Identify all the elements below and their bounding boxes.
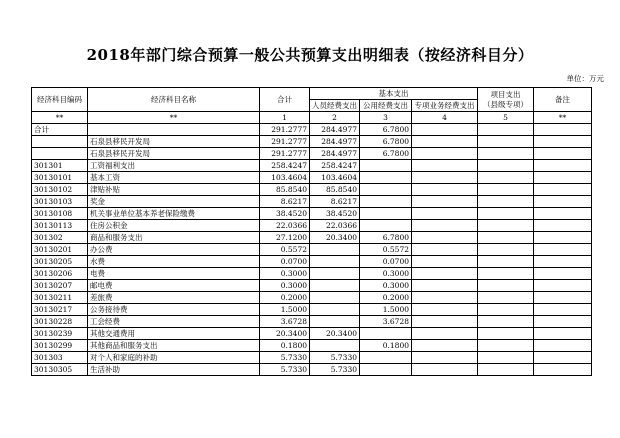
- cell-name: 其他商品和服务支出: [88, 340, 260, 352]
- cell-public: [360, 328, 412, 340]
- table-row: [32, 184, 592, 196]
- cell-name: 商品和服务支出: [88, 232, 260, 244]
- cell-total: 20.3400: [260, 328, 310, 340]
- cell-total: 27.1200: [260, 232, 310, 244]
- cell-total: 8.6217: [260, 196, 310, 208]
- cell-code: [32, 136, 88, 148]
- table-row: [32, 148, 592, 160]
- cell-code: 30130239: [32, 328, 88, 340]
- header-project: [478, 88, 534, 112]
- cell-remark: [534, 136, 592, 148]
- cell-personnel: 258.4247: [310, 160, 360, 172]
- cell-total: 85.8540: [260, 184, 310, 196]
- cell-remark: [534, 340, 592, 352]
- cell-remark: [534, 292, 592, 304]
- cell-remark: [534, 172, 592, 184]
- cell-name: 对个人和家庭的补助: [88, 352, 260, 364]
- table-row: [32, 244, 592, 256]
- header-project-line2: （县级专项）: [483, 99, 529, 109]
- cell-public: 6.7800: [360, 148, 412, 160]
- cell-remark: [534, 268, 592, 280]
- table-row: [32, 364, 592, 376]
- table-row: [32, 160, 592, 172]
- cell-project: [478, 364, 534, 376]
- cell-code: 301302: [32, 232, 88, 244]
- cell-name: 水费: [88, 256, 260, 268]
- cell-name: 生活补助: [88, 364, 260, 376]
- cell-special: [412, 136, 478, 148]
- cell-total: 3.6728: [260, 316, 310, 328]
- cell-code: 30130206: [32, 268, 88, 280]
- cell-special: [412, 256, 478, 268]
- cell-personnel: [310, 340, 360, 352]
- cell-total: 258.4247: [260, 160, 310, 172]
- cell-personnel: 5.7330: [310, 364, 360, 376]
- cell-code: 30130299: [32, 340, 88, 352]
- table-body: [32, 124, 592, 376]
- cell-public: 0.5572: [360, 244, 412, 256]
- cell-public: [360, 172, 412, 184]
- table-row: [32, 208, 592, 220]
- cell-name: 机关事业单位基本养老保险缴费: [88, 208, 260, 220]
- cell-public: 6.7800: [360, 232, 412, 244]
- cell-code: 301301: [32, 160, 88, 172]
- cell-project: [478, 232, 534, 244]
- cell-code: 30130113: [32, 220, 88, 232]
- table-row: [32, 172, 592, 184]
- cell-personnel: 103.4604: [310, 172, 360, 184]
- cell-personnel: 38.4520: [310, 208, 360, 220]
- index-cell: 4: [412, 112, 478, 124]
- cell-personnel: 20.3400: [310, 328, 360, 340]
- cell-public: 0.3000: [360, 268, 412, 280]
- index-cell: 5: [478, 112, 534, 124]
- header-total: 合计: [260, 88, 310, 112]
- cell-remark: [534, 364, 592, 376]
- cell-personnel: [310, 292, 360, 304]
- cell-public: 1.5000: [360, 304, 412, 316]
- cell-special: [412, 340, 478, 352]
- cell-remark: [534, 208, 592, 220]
- cell-personnel: 22.0366: [310, 220, 360, 232]
- cell-special: [412, 148, 478, 160]
- cell-name: 差旅费: [88, 292, 260, 304]
- cell-special: [412, 280, 478, 292]
- cell-project: [478, 280, 534, 292]
- cell-name: 办公费: [88, 244, 260, 256]
- index-cell: **: [88, 112, 260, 124]
- cell-remark: [534, 220, 592, 232]
- table-row: [32, 220, 592, 232]
- index-cell: **: [534, 112, 592, 124]
- cell-project: [478, 352, 534, 364]
- cell-personnel: 284.4977: [310, 148, 360, 160]
- cell-total: 0.3000: [260, 280, 310, 292]
- table-row: [32, 292, 592, 304]
- table-row: [32, 196, 592, 208]
- cell-project: [478, 124, 534, 136]
- cell-total: 103.4604: [260, 172, 310, 184]
- cell-name: 基本工资: [88, 172, 260, 184]
- cell-project: [478, 292, 534, 304]
- table-row: [32, 352, 592, 364]
- cell-code: 30130211: [32, 292, 88, 304]
- cell-special: [412, 160, 478, 172]
- cell-public: [360, 208, 412, 220]
- cell-project: [478, 268, 534, 280]
- cell-public: 6.7800: [360, 124, 412, 136]
- cell-total: 22.0366: [260, 220, 310, 232]
- cell-personnel: 8.6217: [310, 196, 360, 208]
- cell-code: 30130102: [32, 184, 88, 196]
- cell-code: 30130207: [32, 280, 88, 292]
- cell-personnel: 85.8540: [310, 184, 360, 196]
- cell-special: [412, 244, 478, 256]
- cell-total: 291.2777: [260, 124, 310, 136]
- cell-remark: [534, 352, 592, 364]
- header-code: 经济科目编码: [32, 88, 88, 112]
- cell-project: [478, 220, 534, 232]
- cell-personnel: [310, 280, 360, 292]
- cell-code: 30130228: [32, 316, 88, 328]
- cell-project: [478, 184, 534, 196]
- cell-project: [478, 244, 534, 256]
- cell-personnel: [310, 244, 360, 256]
- cell-total: 0.3000: [260, 268, 310, 280]
- cell-public: 0.3000: [360, 280, 412, 292]
- cell-total: 5.7330: [260, 352, 310, 364]
- header-public: 公用经费支出: [360, 100, 412, 112]
- cell-special: [412, 196, 478, 208]
- cell-special: [412, 232, 478, 244]
- cell-remark: [534, 304, 592, 316]
- table-row: [32, 232, 592, 244]
- cell-project: [478, 172, 534, 184]
- cell-code: 合计: [32, 124, 88, 136]
- cell-remark: [534, 256, 592, 268]
- cell-public: [360, 220, 412, 232]
- cell-name: 公务接待费: [88, 304, 260, 316]
- header-basic: 基本支出: [310, 88, 478, 100]
- cell-name: 其他交通费用: [88, 328, 260, 340]
- cell-project: [478, 304, 534, 316]
- cell-name: 津贴补贴: [88, 184, 260, 196]
- cell-code: 30130205: [32, 256, 88, 268]
- cell-name: 工资福利支出: [88, 160, 260, 172]
- cell-special: [412, 220, 478, 232]
- cell-remark: [534, 232, 592, 244]
- cell-remark: [534, 328, 592, 340]
- table-row: [32, 124, 592, 136]
- cell-code: 30130305: [32, 364, 88, 376]
- cell-code: 301303: [32, 352, 88, 364]
- cell-special: [412, 184, 478, 196]
- cell-total: 0.0700: [260, 256, 310, 268]
- cell-public: [360, 160, 412, 172]
- cell-name: 工会经费: [88, 316, 260, 328]
- cell-project: [478, 136, 534, 148]
- cell-total: 291.2777: [260, 136, 310, 148]
- cell-special: [412, 268, 478, 280]
- header-name: 经济科目名称: [88, 88, 260, 112]
- cell-project: [478, 340, 534, 352]
- page-title: 2018年部门综合预算一般公共预算支出明细表（按经济科目分）: [86, 46, 534, 64]
- cell-public: [360, 184, 412, 196]
- cell-total: 0.5572: [260, 244, 310, 256]
- cell-special: [412, 304, 478, 316]
- cell-project: [478, 160, 534, 172]
- table-row: [32, 280, 592, 292]
- cell-personnel: 20.3400: [310, 232, 360, 244]
- cell-total: 5.7330: [260, 364, 310, 376]
- cell-total: 0.1800: [260, 340, 310, 352]
- cell-code: 30130103: [32, 196, 88, 208]
- cell-total: 291.2777: [260, 148, 310, 160]
- cell-public: 0.1800: [360, 340, 412, 352]
- cell-personnel: 284.4977: [310, 136, 360, 148]
- cell-name: 石泉县移民开发局: [88, 136, 260, 148]
- cell-code: 30130101: [32, 172, 88, 184]
- table-row: [32, 304, 592, 316]
- header-project-line1: 项目支出: [490, 89, 521, 99]
- index-row: [32, 112, 592, 124]
- cell-public: [360, 352, 412, 364]
- cell-remark: [534, 124, 592, 136]
- cell-project: [478, 196, 534, 208]
- table-row: [32, 328, 592, 340]
- table-row: [32, 256, 592, 268]
- cell-project: [478, 316, 534, 328]
- cell-special: [412, 124, 478, 136]
- cell-code: [32, 148, 88, 160]
- table-row: [32, 268, 592, 280]
- cell-special: [412, 292, 478, 304]
- cell-public: 3.6728: [360, 316, 412, 328]
- cell-name: 住房公积金: [88, 220, 260, 232]
- cell-remark: [534, 280, 592, 292]
- cell-personnel: [310, 316, 360, 328]
- unit-label: 单位：万元: [566, 74, 604, 83]
- cell-name: 石泉县移民开发局: [88, 148, 260, 160]
- table-row: [32, 340, 592, 352]
- cell-code: 30130217: [32, 304, 88, 316]
- cell-personnel: [310, 304, 360, 316]
- cell-personnel: 284.4977: [310, 124, 360, 136]
- cell-total: 1.5000: [260, 304, 310, 316]
- cell-name: 奖金: [88, 196, 260, 208]
- cell-special: [412, 328, 478, 340]
- cell-code: 30130201: [32, 244, 88, 256]
- index-cell: 2: [310, 112, 360, 124]
- cell-project: [478, 148, 534, 160]
- cell-name: [88, 124, 260, 136]
- cell-public: 0.0700: [360, 256, 412, 268]
- cell-personnel: [310, 256, 360, 268]
- cell-remark: [534, 160, 592, 172]
- cell-name: 电费: [88, 268, 260, 280]
- budget-table: [31, 87, 592, 376]
- cell-name: 邮电费: [88, 280, 260, 292]
- cell-public: [360, 196, 412, 208]
- cell-public: 6.7800: [360, 136, 412, 148]
- cell-project: [478, 256, 534, 268]
- index-cell: 3: [360, 112, 412, 124]
- cell-total: 38.4520: [260, 208, 310, 220]
- cell-public: [360, 364, 412, 376]
- cell-remark: [534, 184, 592, 196]
- cell-public: 0.2000: [360, 292, 412, 304]
- cell-code: 30130108: [32, 208, 88, 220]
- header-row-1: [32, 88, 592, 100]
- cell-special: [412, 352, 478, 364]
- index-cell: 1: [260, 112, 310, 124]
- cell-special: [412, 364, 478, 376]
- cell-personnel: [310, 268, 360, 280]
- cell-project: [478, 208, 534, 220]
- cell-personnel: 5.7330: [310, 352, 360, 364]
- index-cell: **: [32, 112, 88, 124]
- cell-project: [478, 328, 534, 340]
- cell-total: 0.2000: [260, 292, 310, 304]
- table-row: [32, 316, 592, 328]
- header-remark: 备注: [534, 88, 592, 112]
- header-personnel: 人员经费支出: [310, 100, 360, 112]
- cell-remark: [534, 148, 592, 160]
- cell-remark: [534, 316, 592, 328]
- header-special: 专项业务经费支出: [412, 100, 478, 112]
- cell-special: [412, 208, 478, 220]
- cell-special: [412, 316, 478, 328]
- cell-remark: [534, 196, 592, 208]
- cell-remark: [534, 244, 592, 256]
- table-row: [32, 136, 592, 148]
- cell-special: [412, 172, 478, 184]
